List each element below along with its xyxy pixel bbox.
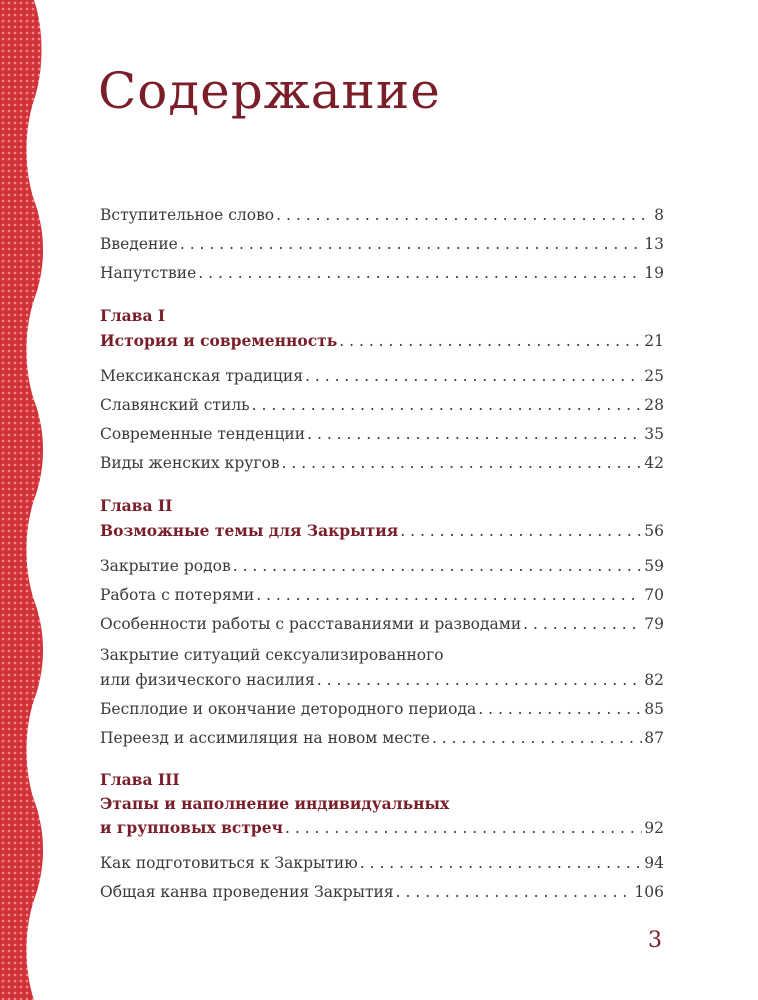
- toc-entry-label: Переезд и ассимиляция на новом месте: [100, 729, 430, 747]
- toc-entry-label: Напутствие: [100, 264, 197, 282]
- toc-entry-label-line1[interactable]: Закрытие ситуаций сексуализированного: [100, 646, 444, 664]
- toc-entry[interactable]: [100, 882, 664, 902]
- toc-entry-page: 70: [644, 586, 664, 604]
- toc-entry-page: 59: [644, 557, 664, 575]
- chapter-number: Глава III: [100, 770, 180, 789]
- toc-entry[interactable]: [100, 263, 664, 283]
- chapter-title: История и современность: [100, 331, 338, 350]
- toc-entry[interactable]: [100, 853, 664, 873]
- toc-entry[interactable]: [100, 614, 664, 634]
- toc-entry[interactable]: [100, 699, 664, 719]
- toc-entry-page: 35: [644, 425, 664, 443]
- toc-entry[interactable]: [100, 728, 664, 748]
- toc-entry-label: Введение: [100, 235, 178, 253]
- chapter-number: Глава II: [100, 496, 173, 515]
- toc-entry-label: Работа с потерями: [100, 586, 255, 604]
- dot-leader: [478, 699, 642, 719]
- toc-entry-label: Славянский стиль: [100, 396, 250, 414]
- dot-leader: [198, 263, 642, 283]
- toc-entry[interactable]: [100, 585, 664, 605]
- dot-leader: [285, 818, 642, 838]
- dot-leader: [339, 331, 642, 351]
- toc-entry[interactable]: [100, 395, 664, 415]
- toc-entry-page: 106: [634, 883, 664, 901]
- toc-entry-page: 79: [644, 615, 664, 633]
- dot-leader: [307, 424, 642, 444]
- toc-entry-page: 85: [644, 700, 664, 718]
- toc-entry-page: 21: [644, 332, 664, 350]
- lace-border-decoration: [0, 0, 58, 1000]
- chapter-title-entry[interactable]: [100, 521, 664, 541]
- toc-entry-label: Особенности работы с расставаниями и разводами: [100, 615, 522, 633]
- dot-leader: [282, 453, 643, 473]
- chapter-title-entry[interactable]: [100, 331, 664, 351]
- toc-entry-page: 87: [644, 729, 664, 747]
- toc-entry-label: Бесплодие и окончание детородного периода: [100, 700, 477, 718]
- page-number: 3: [648, 928, 662, 953]
- dot-leader: [252, 395, 643, 415]
- toc-entry-label: Виды женских кругов: [100, 454, 280, 472]
- dot-leader: [400, 521, 642, 541]
- toc-entry-page: 94: [644, 854, 664, 872]
- toc-entry-label-line2: или физического насилия: [100, 671, 315, 689]
- dot-leader: [276, 205, 652, 225]
- dot-leader: [360, 853, 643, 873]
- toc-entry-page: 13: [644, 235, 664, 253]
- toc-entry-page: 8: [654, 206, 664, 224]
- dot-leader: [305, 366, 642, 386]
- toc-entry-page: 92: [644, 819, 664, 837]
- toc-entry-page: 19: [644, 264, 664, 282]
- dot-leader: [396, 882, 633, 902]
- chapter-title-entry[interactable]: [100, 818, 664, 838]
- toc-entry[interactable]: [100, 670, 664, 690]
- toc-entry-label: Общая канва проведения Закрытия: [100, 883, 394, 901]
- toc-entry-label: Вступительное слово: [100, 206, 275, 224]
- dot-leader: [317, 670, 643, 690]
- toc-entry[interactable]: [100, 366, 664, 386]
- dot-leader: [180, 234, 642, 254]
- toc-entry[interactable]: [100, 205, 664, 225]
- toc-entry[interactable]: [100, 453, 664, 473]
- chapter-title-line2: и групповых встреч: [100, 818, 283, 837]
- toc-entry[interactable]: [100, 424, 664, 444]
- toc-entry-page: 42: [644, 454, 664, 472]
- chapter-number: Глава I: [100, 306, 166, 325]
- dot-leader: [432, 728, 642, 748]
- toc-entry-label: Современные тенденции: [100, 425, 306, 443]
- toc-entry-page: 56: [644, 522, 664, 540]
- toc-entry-label: Как подготовиться к Закрытию: [100, 854, 358, 872]
- toc-entry-label: Мексиканская традиция: [100, 367, 304, 385]
- toc-entry[interactable]: [100, 556, 664, 576]
- toc-entry[interactable]: [100, 234, 664, 254]
- toc-entry-page: 25: [644, 367, 664, 385]
- toc-entry-label: Закрытие родов: [100, 557, 231, 575]
- chapter-title: Возможные темы для Закрытия: [100, 521, 399, 540]
- dot-leader: [256, 585, 642, 605]
- dot-leader: [233, 556, 643, 576]
- toc-entry-page: 82: [644, 671, 664, 689]
- dot-leader: [523, 614, 642, 634]
- page-title: Содержание: [98, 62, 441, 120]
- toc-entry-page: 28: [644, 396, 664, 414]
- chapter-title-line1[interactable]: Этапы и наполнение индивидуальных: [100, 794, 450, 813]
